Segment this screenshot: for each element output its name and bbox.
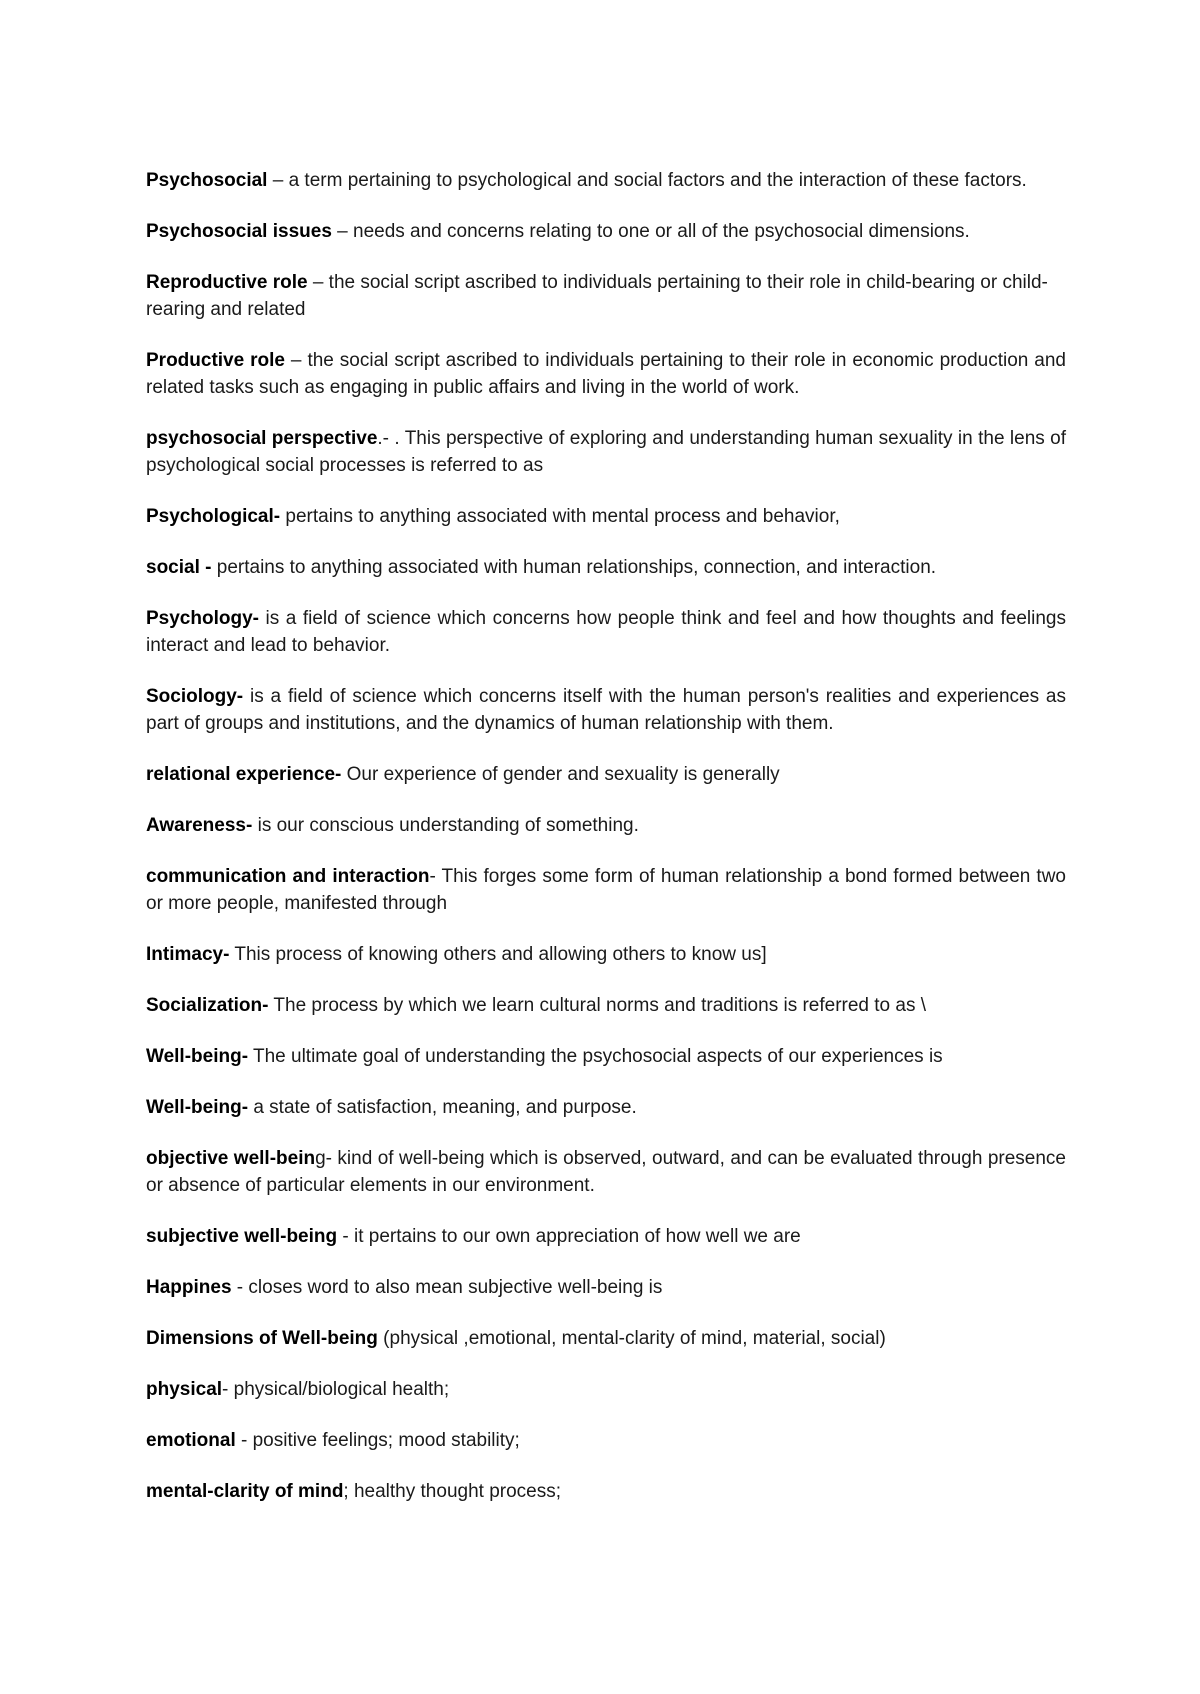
entry-definition: g- kind of well-being which is observed, outward, and can be evaluated through presence or absence of particular elements in our environment. <box>146 1148 1066 1196</box>
entry-term: Happines <box>146 1277 232 1298</box>
definition-entry <box>146 941 1066 968</box>
entry-term: relational experience- <box>146 764 342 785</box>
definition-entry <box>146 863 1066 917</box>
definition-entry <box>146 683 1066 737</box>
entry-definition: ; healthy thought process; <box>343 1481 562 1502</box>
entry-term: Reproductive role <box>146 272 308 293</box>
definition-entry <box>146 218 1066 245</box>
entry-definition: is a field of science which concerns itself with the human person's realities and experiences as part of groups and institutions, and the dynamics of human relationship with them. <box>146 686 1066 734</box>
definition-entry <box>146 992 1066 1019</box>
entry-term: subjective well-being <box>146 1226 338 1247</box>
entry-definition: This process of knowing others and allowing others to know us] <box>229 944 767 965</box>
entry-definition: pertains to anything associated with mental process and behavior, <box>280 506 840 527</box>
definition-entry <box>146 269 1066 323</box>
entry-definition: .- . This perspective of exploring and understanding human sexuality in the lens of psychological social processes is referred to as <box>146 428 1066 476</box>
definition-entry <box>146 605 1066 659</box>
entry-definition: – a term pertaining to psychological and social factors and the interaction of these factors. <box>267 170 1027 191</box>
document-page <box>146 167 1066 1529</box>
entry-definition: Our experience of gender and sexuality is generally <box>341 764 780 785</box>
entry-term: emotional <box>146 1430 236 1451</box>
entry-term: communication and interaction <box>146 866 430 887</box>
entry-term: Productive role <box>146 350 285 371</box>
definition-entry <box>146 1325 1066 1352</box>
definition-entry <box>146 503 1066 530</box>
entry-term: Dimensions of Well-being <box>146 1328 378 1349</box>
entry-definition: The ultimate goal of understanding the psychosocial aspects of our experiences is <box>248 1046 943 1067</box>
entry-term: social - <box>146 557 212 578</box>
definition-entry <box>146 167 1066 194</box>
entry-term: Sociology- <box>146 686 244 707</box>
definition-entry <box>146 1427 1066 1454</box>
entry-term: Awareness- <box>146 815 253 836</box>
entry-definition: – the social script ascribed to individuals pertaining to their role in economic production and related tasks such as engaging in public affairs and living in the world of work. <box>146 350 1066 398</box>
entry-term: psychosocial perspective <box>146 428 378 449</box>
entry-definition: is a field of science which concerns how people think and feel and how thoughts and feelings interact and lead to behavior. <box>146 608 1066 656</box>
definition-entry <box>146 1043 1066 1070</box>
definition-entry <box>146 554 1066 581</box>
entry-term: physical <box>146 1379 223 1400</box>
entry-definition: - physical/biological health; <box>222 1379 450 1400</box>
definition-entry <box>146 1376 1066 1403</box>
entry-term: Psychology- <box>146 608 259 629</box>
entry-term: Socialization- <box>146 995 269 1016</box>
entry-definition: – the social script ascribed to individuals pertaining to their role in child-bearing or child-rearing and related <box>146 272 1048 320</box>
entry-definition: pertains to anything associated with human relationships, connection, and interaction. <box>211 557 937 578</box>
entry-term: Well-being- <box>146 1097 249 1118</box>
entry-term: Psychosocial issues <box>146 221 332 242</box>
definition-entry <box>146 812 1066 839</box>
definition-entry <box>146 425 1066 479</box>
definition-entry <box>146 1274 1066 1301</box>
definition-entry <box>146 1145 1066 1199</box>
entry-definition: - it pertains to our own appreciation of how well we are <box>337 1226 801 1247</box>
entry-term: objective well-bein <box>146 1148 316 1169</box>
entry-definition: - positive feelings; mood stability; <box>235 1430 520 1451</box>
entry-term: Psychological- <box>146 506 281 527</box>
definition-entry <box>146 1478 1066 1505</box>
entry-definition: a state of satisfaction, meaning, and purpose. <box>248 1097 637 1118</box>
entry-term: Intimacy- <box>146 944 230 965</box>
entry-definition: - closes word to also mean subjective well-being is <box>231 1277 663 1298</box>
definition-entry <box>146 347 1066 401</box>
definition-entry <box>146 1094 1066 1121</box>
entry-definition: – needs and concerns relating to one or all of the psychosocial dimensions. <box>331 221 970 242</box>
entry-definition: The process by which we learn cultural norms and traditions is referred to as \ <box>268 995 927 1016</box>
entry-term: Well-being- <box>146 1046 249 1067</box>
definition-entry <box>146 1223 1066 1250</box>
entry-definition: - This forges some form of human relationship a bond formed between two or more people, manifested through <box>146 866 1066 914</box>
entry-definition: (physical ,emotional, mental-clarity of mind, material, social) <box>377 1328 886 1349</box>
definition-entry <box>146 761 1066 788</box>
entry-term: mental-clarity of mind <box>146 1481 344 1502</box>
entry-definition: is our conscious understanding of something. <box>252 815 639 836</box>
entry-term: Psychosocial <box>146 170 268 191</box>
